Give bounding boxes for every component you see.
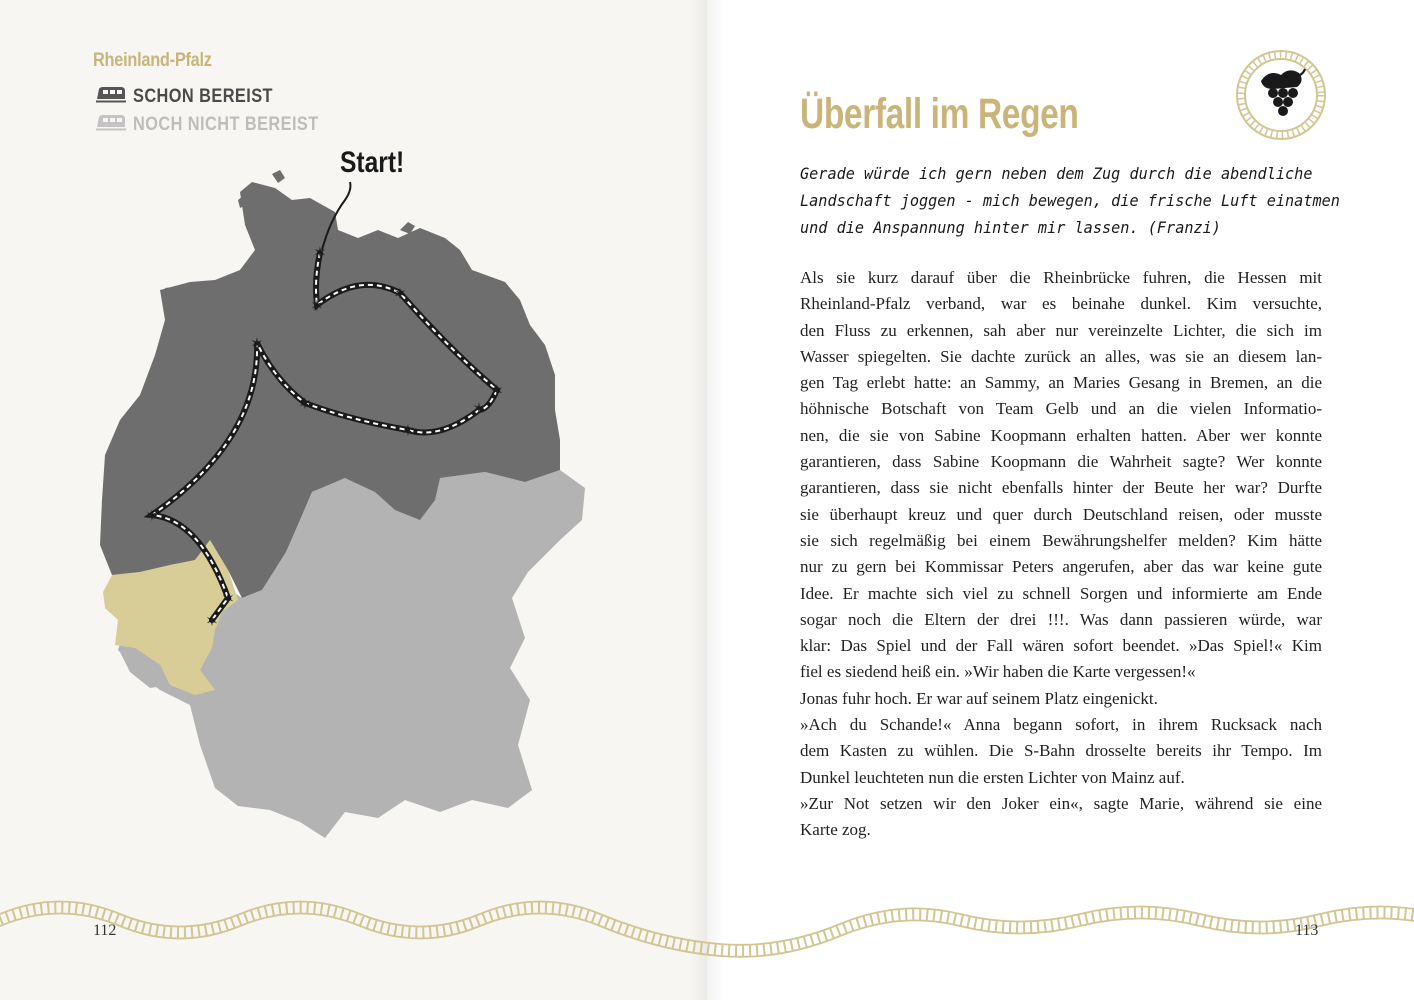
grapes-icon (1233, 47, 1329, 143)
body-line: klar: Das Spiel und der Fall wären sofort beendet. »Das Spiel!« Kim (800, 636, 1322, 656)
body-text (800, 265, 1322, 844)
svg-text:✶: ✶ (221, 589, 235, 608)
start-label: Start! (340, 144, 405, 179)
svg-text:✶: ✶ (393, 284, 407, 303)
quote-line: Gerade würde ich gern neben dem Zug durch die abendliche (800, 164, 1313, 183)
body-line: »Ach du Schande!« Anna begann sofort, in ihrem Rucksack nach (800, 715, 1322, 735)
body-line: garantieren, dass Sabine Koopmann die Wahrheit sagte? Wer konnte (800, 452, 1322, 472)
body-line: sogar noch die Eltern der drei !!!. Was dann passieren würde, war (800, 609, 1322, 629)
body-line: garantieren, dass sie nicht ebenfalls hinter der Beute her war? Durfte (800, 478, 1322, 498)
legend-visited-label: SCHON BEREIST (133, 85, 273, 107)
body-line: höhnische Botschaft von Team Gelb und an die vielen Informatio- (800, 399, 1322, 419)
body-line: sie sich regelmäßig bei einem Bewährungshelfer melden? Kim hätte (800, 530, 1322, 550)
svg-text:✶: ✶ (401, 421, 415, 440)
body-line: Dunkel leuchteten nun die ersten Lichter von Mainz auf. (800, 767, 1185, 787)
body-line: fiel es siedend heiß ein. »Wir haben die Karte vergessen!« (800, 662, 1196, 682)
body-line: gen Tag erlebt hatte: an Sammy, an Maries Gesang in Bremen, an die (800, 373, 1322, 393)
svg-text:✶: ✶ (490, 381, 504, 400)
region-label: Rheinland-Pfalz (93, 50, 212, 71)
svg-text:✶: ✶ (313, 243, 327, 262)
page-number-right: 113 (1295, 922, 1319, 939)
body-line: Als sie kurz darauf über die Rheinbrücke fuhren, die Hessen mit (800, 268, 1322, 287)
quote-line: und die Anspannung hinter mir lassen. (Franzi) (800, 218, 1221, 237)
body-line: Idee. Er machte sich viel zu schnell Sorgen und informierte am Ende (800, 583, 1322, 603)
germany-map (0, 0, 707, 880)
legend-not-visited-label: NOCH NICHT BEREIST (133, 113, 319, 135)
quote-line: Landschaft joggen - mich bewegen, die frische Luft einatmen (800, 191, 1340, 210)
svg-text:✶: ✶ (472, 399, 486, 418)
svg-text:✶: ✶ (298, 394, 312, 413)
body-line: Karte zog. (800, 820, 871, 840)
body-line: »Zur Not setzen wir den Joker ein«, sagte Marie, während sie eine (800, 793, 1322, 813)
body-line: nen, die sie von Sabine Koopmann erhalten hatten. Aber wer konnte (800, 425, 1322, 445)
svg-text:✶: ✶ (310, 296, 324, 315)
railway-track-icon (0, 880, 1414, 1000)
body-line: Rheinland-Pfalz verband, war es beinahe dunkel. Kim versuchte, (800, 294, 1322, 314)
body-line: Wasser spiegelten. Sie dachte zurück an alles, was sie an diesem lan- (800, 346, 1322, 366)
body-line: sie überhaupt kreuz und quer durch Deutschland reisen, oder musste (800, 504, 1322, 524)
page-number-left: 112 (93, 922, 117, 939)
chapter-title: Überfall im Regen (800, 90, 1079, 138)
chapter-quote (800, 160, 1340, 241)
body-line: Jonas fuhr hoch. Er war auf seinem Platz eingenickt. (800, 688, 1158, 708)
svg-text:✶: ✶ (250, 334, 264, 353)
svg-text:✶: ✶ (145, 506, 159, 525)
body-line: nur zu gern bei Kommissar Peters angerufen, aber das war keine gute (800, 557, 1322, 577)
svg-text:✶: ✶ (205, 611, 219, 630)
body-line: den Fluss zu erkennen, sah aber nur vereinzelte Lichter, die sich im (800, 320, 1322, 340)
body-line: dem Kasten zu wühlen. Die S-Bahn drosselte bereits ihr Tempo. Im (800, 741, 1322, 761)
